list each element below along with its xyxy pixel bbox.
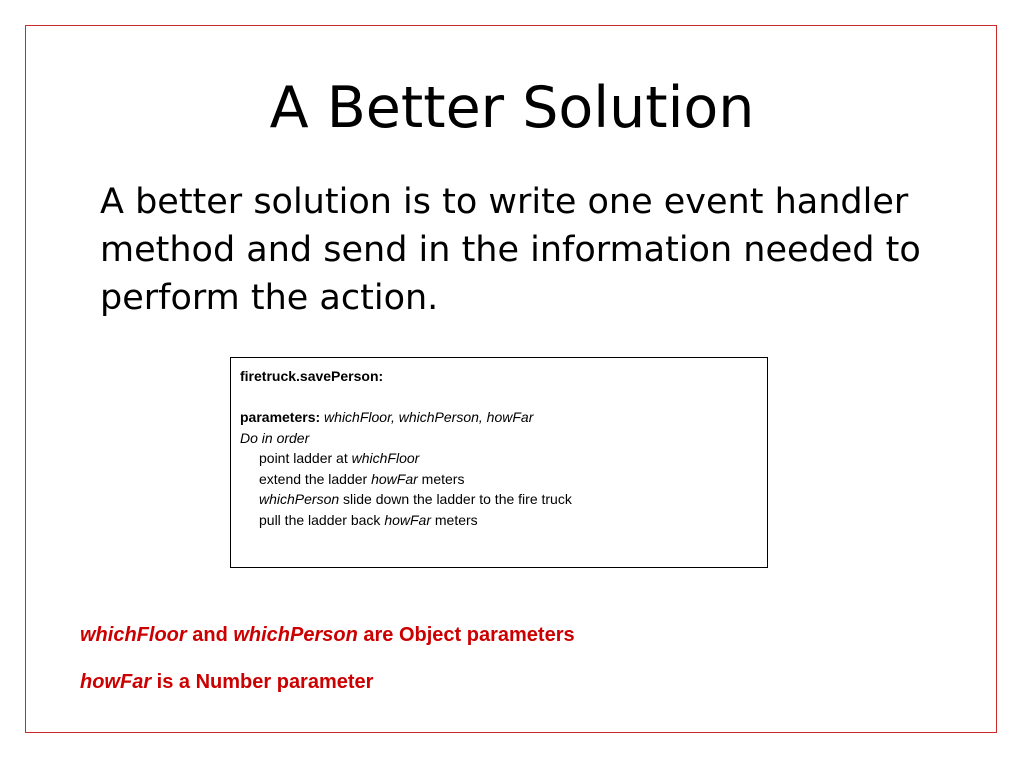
step-text: slide down the ladder to the fire truck [339,491,572,507]
step-variable: howFar [371,470,418,487]
note-object-parameters [80,623,575,647]
note-variable: howFar [80,671,152,693]
note-text: is a Number parameter [151,671,374,693]
slide-body-text: A better solution is to write one event handler method and send in the information needed to perform the action. [100,182,921,318]
note-variable: whichFloor [80,624,187,646]
step-line [240,489,758,510]
step-line [240,510,758,531]
step-variable: howFar [384,511,431,528]
blank-line [240,387,758,408]
step-line [240,469,758,490]
do-in-order-label: Do in order [240,429,310,446]
step-variable: whichPerson [259,491,340,507]
step-line [240,448,758,469]
note-variable: whichPerson [233,624,358,646]
note-text: and [186,624,234,646]
note-number-parameter [80,670,373,694]
note-text: are Object parameters [357,624,575,646]
step-variable: whichFloor [351,450,420,466]
method-heading: firetruck.savePerson: [240,368,384,384]
parameters-value: whichFloor, whichPerson, howFar [320,409,534,425]
slide-title: A Better Solution [269,75,755,141]
parameters-label: parameters: [240,409,321,425]
step-text: meters [431,511,478,528]
pseudocode-box [230,357,768,568]
step-text: pull the ladder back [259,511,385,528]
step-text: extend the ladder [259,470,372,487]
parameters-line [240,407,758,428]
step-text: point ladder at [259,450,352,466]
step-text: meters [417,470,465,487]
